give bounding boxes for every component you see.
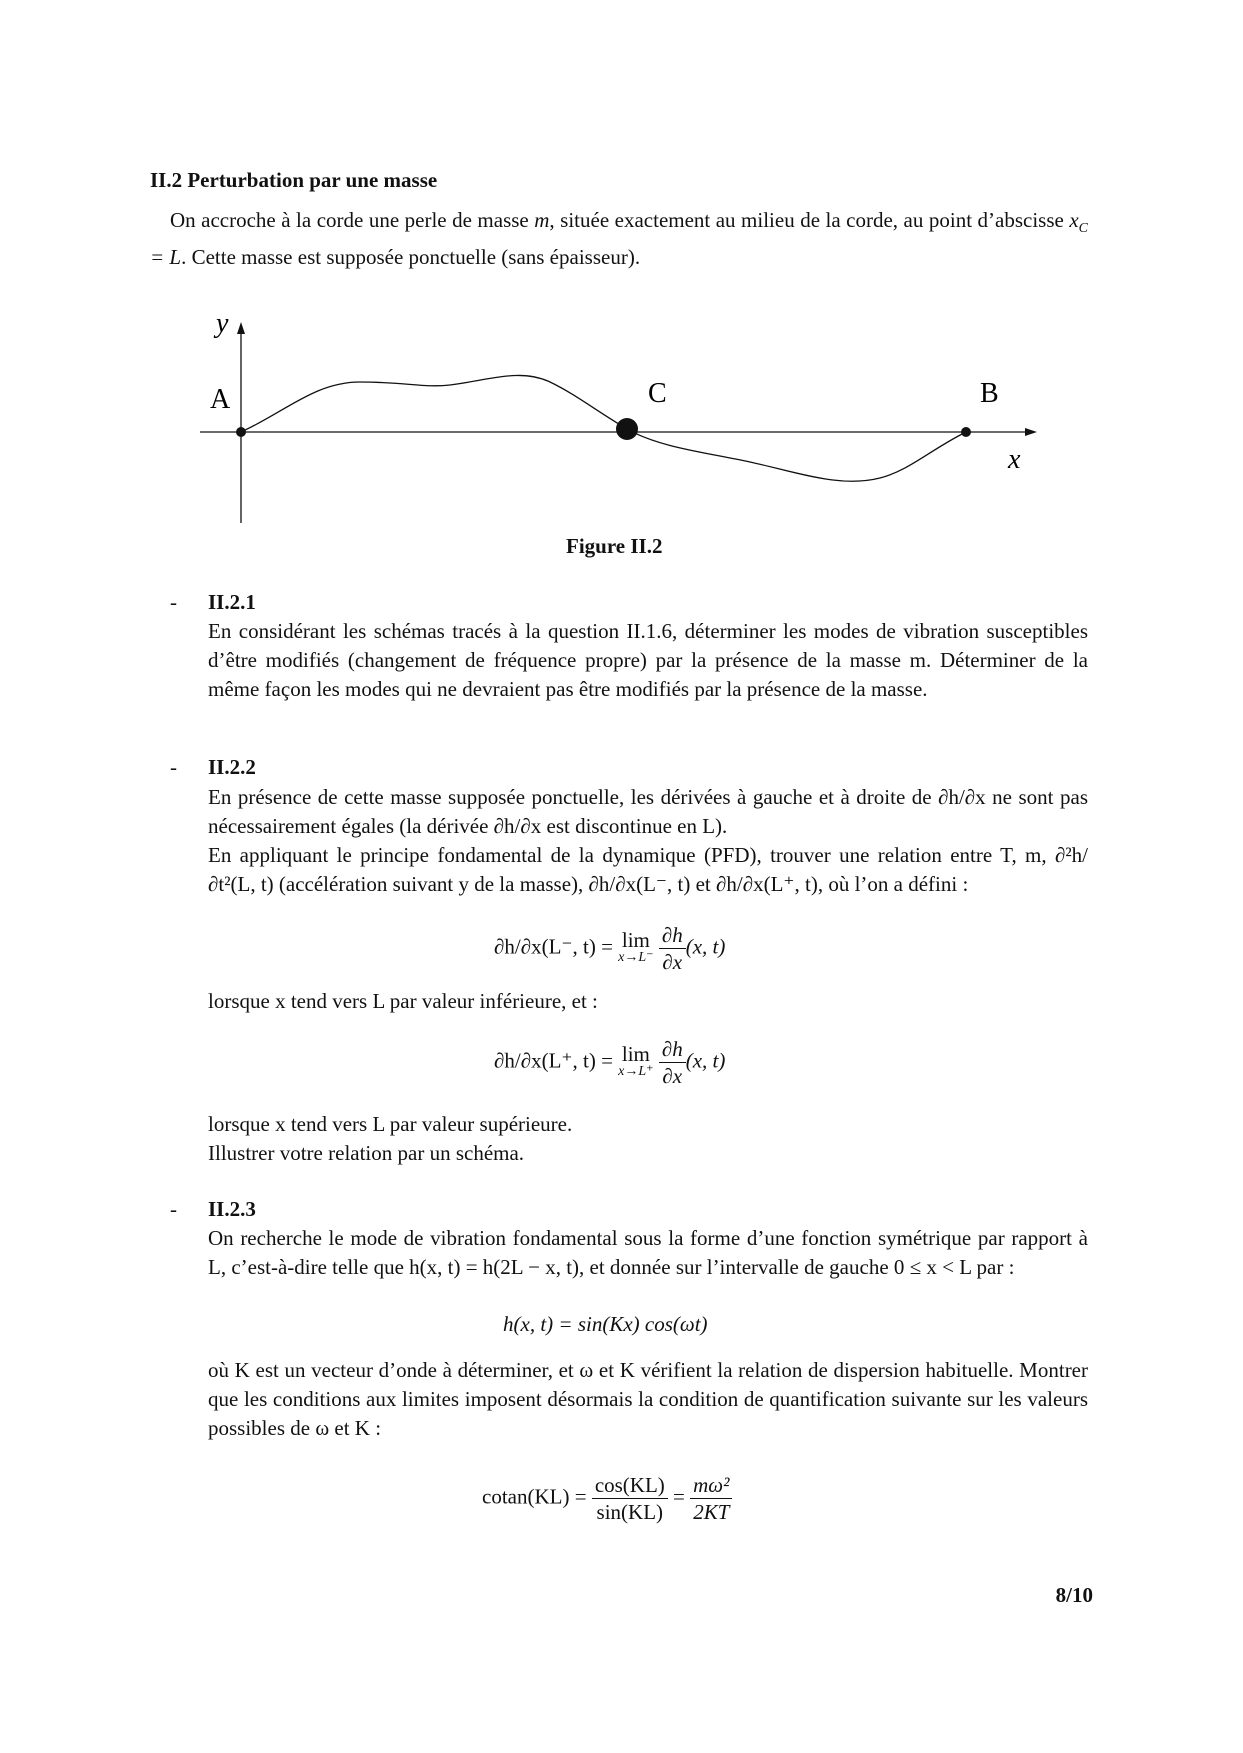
eq1-lim-sub: x→L⁻ (618, 949, 654, 965)
label-b: B (980, 378, 999, 409)
final-lhs: cotan(KL) = (482, 1484, 587, 1509)
q3-line2: où K est un vecteur d’onde à déterminer, et ω et K vérifient la relation de dispersion habituelle. Montrer que les conditions aux limites imposent désormais la condition de quantification suivante sur les valeurs possibles de ω et K : (208, 1358, 1088, 1440)
final-num2: mω² (690, 1472, 732, 1499)
eq2-args: (x, t) (685, 1048, 726, 1073)
eq1-limit (618, 927, 654, 967)
eq2-fraction (659, 1036, 686, 1089)
eq1-fraction (659, 922, 686, 975)
eq2-limit (618, 1041, 654, 1081)
q2-line1: En présence de cette masse supposée ponctuelle, les dérivées à gauche et à droite de ∂h/∂x ne sont pas nécessairement égales (la dérivée ∂h/∂x est discontinue en L). (208, 785, 1088, 838)
final-equals: = (673, 1484, 685, 1509)
figure-caption: Figure II.2 (566, 534, 663, 558)
label-a: A (210, 384, 231, 415)
intro-var-m: m (534, 208, 550, 232)
intro-var-xc: x (1069, 208, 1079, 232)
final-num1: cos(KL) (592, 1472, 668, 1499)
eq1-lhs: ∂h/∂x(L⁻, t) = (494, 934, 613, 959)
final-fraction-1 (592, 1472, 668, 1525)
final-fraction-2 (690, 1472, 732, 1525)
eq2-den: ∂x (662, 1064, 683, 1088)
q2-illustrate: Illustrer votre relation par un schéma. (208, 1141, 525, 1165)
eq1-lim-word: lim (621, 927, 650, 952)
intro-text-4: . Cette masse est supposée ponctuelle (sans épaisseur). (181, 245, 641, 270)
y-axis-arrow (237, 322, 245, 334)
eq1-num: ∂h (659, 922, 686, 949)
q2-after-eq2: lorsque x tend vers L par valeur supérieure. (208, 1112, 573, 1136)
q2-after-eq1: lorsque x tend vers L par valeur inférieure, et : (208, 989, 598, 1013)
intro-text-2: , située exactement au milieu de la corde, au point d’abscisse (549, 208, 1064, 232)
q2-line2: En appliquant le principe fondamental de la dynamique (PFD), trouver une relation entre T, m, ∂²h/∂t²(L, t) (accélération suivant y de la masse), ∂h/∂x(L⁻, t) et ∂h/∂x(L⁺, t), où l’on a défini : (208, 843, 1088, 896)
intro-sub-c: C (1078, 221, 1089, 237)
q3-dash: - (170, 1197, 177, 1221)
figure-string-with-mass (190, 310, 1070, 530)
equation-quantification (482, 1472, 732, 1525)
eq1-den: ∂x (662, 950, 683, 974)
intro-text-1: On accroche à la corde une perle de masse (170, 208, 529, 232)
final-den1: sin(KL) (596, 1500, 664, 1524)
equation-fundamental-mode: h(x, t) = sin(Kx) cos(ωt) (503, 1312, 708, 1336)
equation-left-derivative (494, 922, 725, 975)
page-number: 8/10 (1055, 1583, 1093, 1607)
q1-dash: - (170, 590, 177, 614)
q3-number: II.2.3 (208, 1197, 256, 1221)
intro-text-3: = L (150, 245, 182, 270)
q2-number: II.2.2 (208, 755, 256, 779)
q1-text: En considérant les schémas tracés à la question II.1.6, déterminer les modes de vibration susceptibles d’être modifiés (changement de fréquence propre) par la présence de la masse m. Déterminer de la même façon les modes qui ne devraient pas être modifiés par la présence de la masse. (208, 619, 1088, 701)
section-intro (150, 206, 1088, 272)
label-x: x (1008, 444, 1021, 475)
point-a-marker (236, 427, 246, 437)
q1-number: II.2.1 (208, 590, 256, 614)
string-curve (241, 375, 966, 481)
eq2-lhs: ∂h/∂x(L⁺, t) = (494, 1048, 613, 1073)
mass-c-marker (616, 418, 638, 440)
section-title: II.2 Perturbation par une masse (150, 168, 438, 192)
eq1-args: (x, t) (685, 934, 726, 959)
label-y: y (216, 310, 229, 339)
eq2-num: ∂h (659, 1036, 686, 1063)
point-b-marker (961, 427, 971, 437)
label-c: C (648, 378, 667, 409)
eq2-lim-sub: x→L⁺ (618, 1063, 654, 1079)
equation-right-derivative (494, 1036, 725, 1089)
x-axis-arrow (1025, 428, 1037, 436)
q2-dash: - (170, 755, 177, 779)
eq2-lim-word: lim (621, 1041, 650, 1066)
final-den2: 2KT (693, 1500, 730, 1524)
q3-line1: On recherche le mode de vibration fondamental sous la forme d’une fonction symétrique par rapport à L, c’est-à-dire telle que h(x, t) = h(2L − x, t), et donnée sur l’intervalle de gauche 0 ≤ x < L par : (208, 1226, 1088, 1279)
